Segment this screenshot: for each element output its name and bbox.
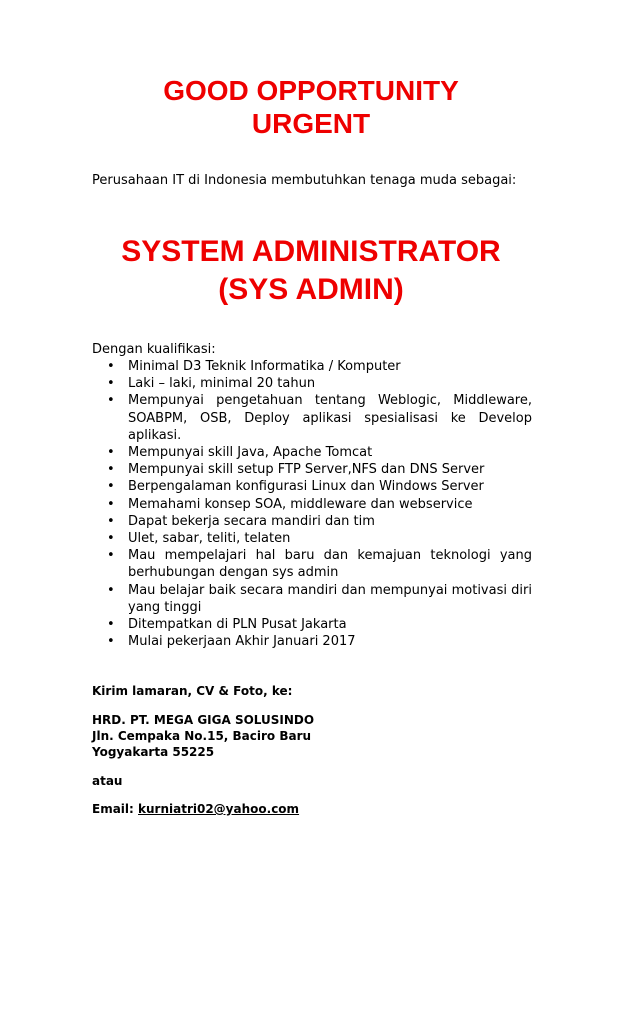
qualification-item: • Ulet, sabar, teliti, telaten [92,530,532,547]
email-link[interactable]: kurniatri02@yahoo.com [138,802,300,816]
qualification-item: • Mau belajar baik secara mandiri dan mempunyai motivasi diri yang tinggi [92,582,532,616]
headline [0,74,622,140]
email-line [92,801,299,817]
qualification-item: • Memahami konsep SOA, middleware dan webservice [92,496,532,513]
headline-line1: GOOD OPPORTUNITY [163,75,459,106]
qualification-item: • Mulai pekerjaan Akhir Januari 2017 [92,633,532,650]
qualifications-label: Dengan kualifikasi: [92,342,216,357]
company-name: HRD. PT. MEGA GIGA SOLUSINDO [92,713,315,727]
qualification-item: • Mempunyai skill Java, Apache Tomcat [92,444,532,461]
qualification-item: • Mau mempelajari hal baru dan kemajuan teknologi yang berhubungan dengan sys admin [92,547,532,581]
address-line1: Jln. Cempaka No.15, Baciro Baru [92,729,312,743]
qualification-item: • Minimal D3 Teknik Informatika / Komputer [92,358,532,375]
send-application-label: Kirim lamaran, CV & Foto, ke: [92,684,293,698]
headline-line2: URGENT [251,108,371,139]
qualification-item: • Mempunyai pengetahuan tentang Weblogic, Middleware, SOABPM, OSB, Deploy aplikasi spesialisasi ke Develop aplikasi. [92,392,532,444]
qualification-item: • Laki – laki, minimal 20 tahun [92,375,532,392]
position-title [0,233,622,309]
or-separator: atau [92,774,123,788]
qualifications-list [92,358,532,650]
intro-text: Perusahaan IT di Indonesia membutuhkan tenaga muda sebagai: [92,173,517,188]
position-title-line2: (SYS ADMIN) [218,273,404,306]
qualification-item: • Dapat bekerja secara mandiri dan tim [92,513,532,530]
address-line2: Yogyakarta 55225 [92,745,215,759]
qualification-item: • Ditempatkan di PLN Pusat Jakarta [92,616,532,633]
qualification-item: • Berpengalaman konfigurasi Linux dan Windows Server [92,478,532,495]
position-title-line1: SYSTEM ADMINISTRATOR [121,235,501,268]
qualification-item: • Mempunyai skill setup FTP Server,NFS dan DNS Server [92,461,532,478]
email-label: Email: [92,802,139,816]
